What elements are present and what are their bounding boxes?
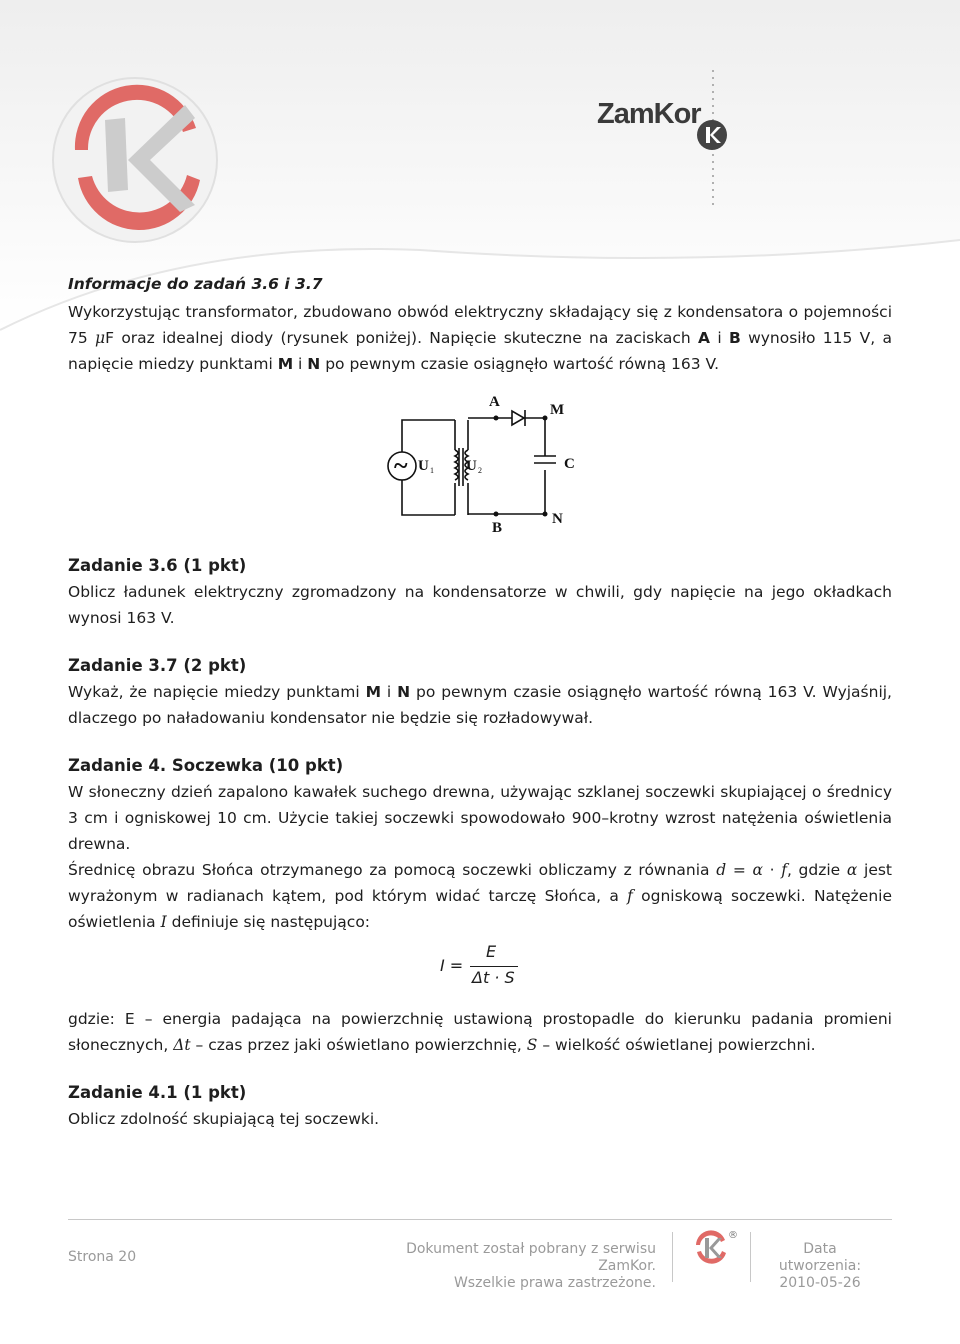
label-a: A (489, 394, 500, 410)
symbol-s: S (526, 1036, 538, 1054)
text-part: gdzie: E – energia padająca na powierzchnię ustawioną prostopadle do kierunku padania promieni słonecznych, (68, 1010, 892, 1054)
text-part: = (726, 861, 753, 879)
task-heading: Zadanie 3.7 (2 pkt) (68, 656, 247, 675)
task-heading: Zadanie 3.6 (1 pkt) (68, 556, 247, 575)
task-heading: Zadanie 4. Soczewka (10 pkt) (68, 756, 344, 775)
label-u2-sub: 2 (478, 466, 482, 475)
label-u1-sub: 1 (430, 466, 434, 475)
intro-text: wynosiło 115 V, (740, 329, 876, 347)
date-label: Data utworzenia: (778, 1241, 862, 1274)
point-m: M (365, 683, 381, 701)
intro-text: a napięcie miedzy punktami (68, 329, 892, 373)
label-u1: U (418, 458, 429, 474)
text-part: · (762, 861, 782, 879)
footer-line-2: Wszelkie prawa zastrzeżone. (453, 1275, 656, 1291)
text-part: , gdzie (786, 861, 847, 879)
formula-denominator: Δt · S (472, 968, 515, 987)
task-3-7 (68, 653, 892, 731)
text-part: – wielkość oświetlanej powierzchni. (537, 1036, 816, 1054)
page-number: Strona 20 (68, 1249, 137, 1265)
footer-separator (672, 1232, 673, 1282)
circuit-diagram (380, 388, 600, 538)
intro-paragraph (68, 299, 892, 377)
task-heading: Zadanie 4.1 (1 pkt) (68, 1083, 247, 1102)
symbol-f: f (627, 887, 633, 905)
task-4-definitions (68, 1006, 892, 1058)
symbol-alpha: α (846, 861, 858, 879)
creation-date (760, 1241, 880, 1292)
formula-numerator: E (486, 942, 497, 961)
task-3-6 (68, 553, 892, 631)
task-text: Oblicz zdolność skupiającą tej soczewki. (68, 1110, 380, 1128)
label-u2: U (466, 458, 477, 474)
text-part: ogniskową soczewki. Natężenie oświetlenia (68, 887, 892, 931)
label-m: M (550, 402, 565, 418)
symbol-d: d (716, 861, 727, 879)
registered-mark: ® (728, 1230, 738, 1241)
symbol-delta-t: Δt (173, 1036, 191, 1054)
formula-lhs: I = (440, 956, 464, 975)
footer-separator (750, 1232, 751, 1282)
point-b: B (728, 329, 741, 347)
intro-text: i (710, 329, 729, 347)
intro-section (68, 271, 892, 377)
intro-text: po pewnym czasie osiągnęło wartość równą 163 V. (320, 355, 720, 373)
text-part: jest wyrażonym w radianach kątem, pod którym widać tarczę Słońca, a (68, 861, 893, 905)
zamkor-logo-large (53, 78, 217, 242)
task-text (68, 1006, 892, 1058)
point-n: N (307, 355, 321, 373)
intro-text: F oraz idealnej diody (rysunek poniżej). Napięcie skuteczne na zaciskach (105, 329, 699, 347)
symbol-alpha: α (752, 861, 763, 879)
label-c: C (564, 456, 575, 472)
label-b: B (492, 520, 503, 536)
task-text-part: i (381, 683, 398, 701)
label-n: N (552, 511, 563, 527)
task-4 (68, 753, 892, 935)
brand-mark-icon (695, 118, 729, 152)
point-a: A (698, 329, 711, 347)
text-part: definiuje się następująco: (166, 913, 371, 931)
symbol-i: I (160, 913, 167, 931)
text-part: Średnicę obrazu Słońca otrzymanego za pomocą soczewki obliczamy z równania (68, 861, 717, 879)
intro-text: Wykorzystując transformator, zbudowano obwód elektryczny składający się z kondensatora o pojemności (68, 303, 892, 321)
task-4-1 (68, 1080, 892, 1132)
point-n: N (397, 683, 411, 701)
task-text-part: Wykaż, że napięcie miedzy punktami (68, 683, 366, 701)
task-text: W słoneczny dzień zapalono kawałek suchego drewna, używając szklanej soczewki skupiającej o średnicy 3 cm i ogniskowej 10 cm. Użycie takiej soczewki spowodowało 900–krotny wzrost natężenia oświetlenia drewna. (68, 783, 892, 853)
intro-text: 75 (68, 329, 96, 347)
task-text (68, 857, 892, 935)
footer-line-1: Dokument został pobrany z serwisu ZamKor. (406, 1241, 656, 1274)
date-value: 2010-05-26 (779, 1275, 861, 1291)
brand-name: ZamKor (597, 98, 701, 130)
intro-heading: Informacje do zadań 3.6 i 3.7 (68, 275, 323, 293)
intro-text: i (293, 355, 308, 373)
ac-source-symbol: ~ (394, 451, 408, 480)
footer-copyright (374, 1241, 656, 1292)
point-m: M (277, 355, 294, 373)
task-text: Oblicz ładunek elektryczny zgromadzony na kondensatorze w chwili, gdy napięcie na jego okładkach wynosi 163 V. (68, 583, 892, 627)
mu-symbol: μ (95, 329, 106, 347)
symbol-f: f (781, 861, 787, 879)
fraction-bar (470, 966, 518, 967)
task-text-part: po pewnym czasie osiągnęło wartość równą 163 V. Wyjaśnij, dlaczego po naładowaniu kondensator nie będzie się rozładowywał. (68, 683, 892, 727)
task-text (68, 679, 892, 731)
text-part: – czas przez jaki oświetlano powierzchnię, (190, 1036, 527, 1054)
footer-divider (68, 1219, 892, 1220)
